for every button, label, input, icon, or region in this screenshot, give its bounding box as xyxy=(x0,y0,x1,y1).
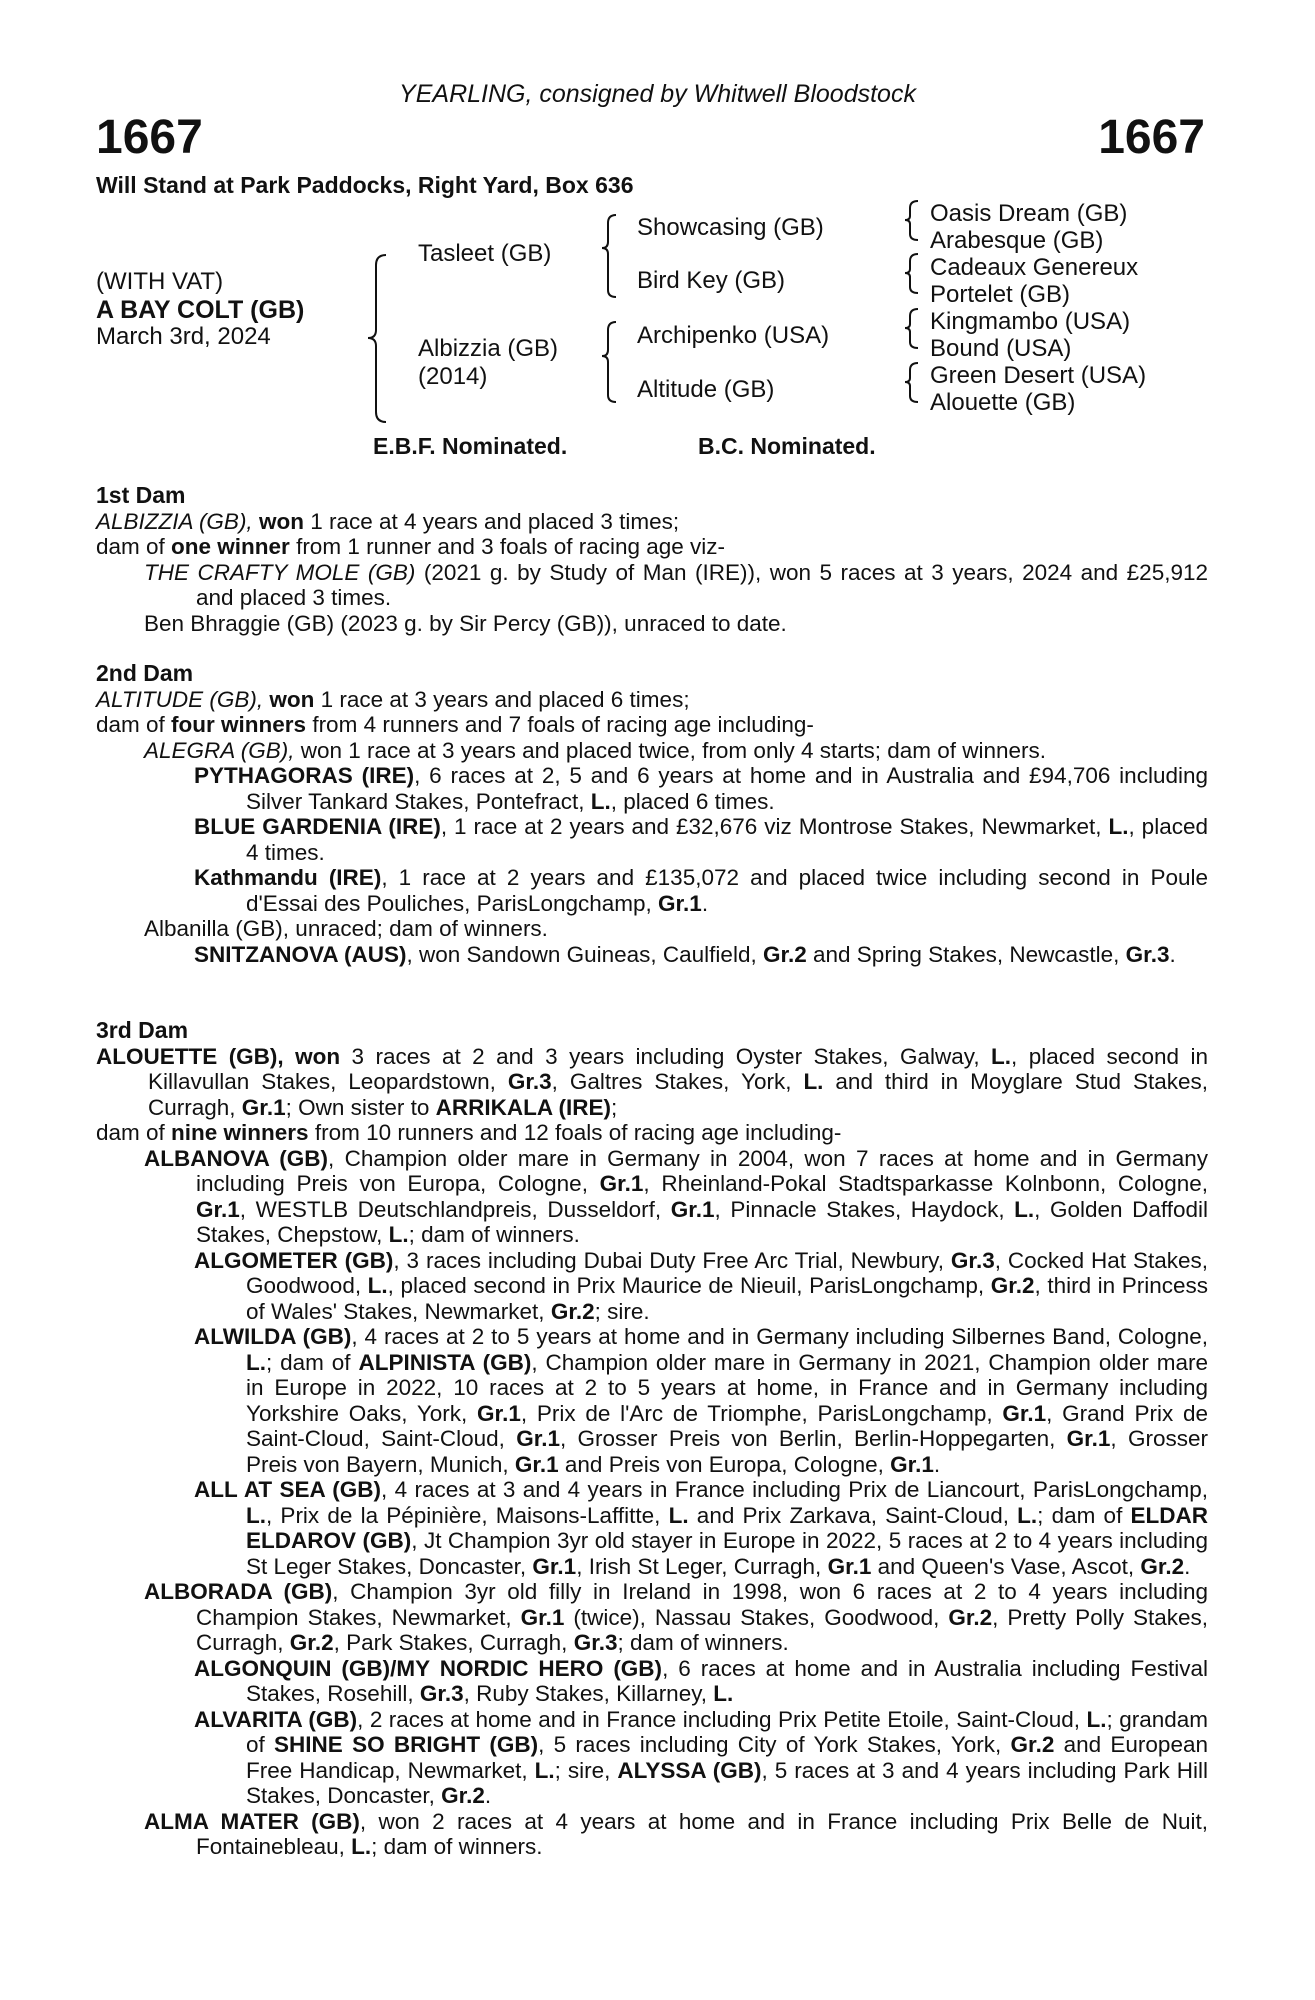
offspring-name: Kathmandu (IRE) xyxy=(194,865,382,890)
pedigree-g5: Kingmambo (USA) xyxy=(930,308,1131,335)
offspring-text: , Champion older mare in Germany in 2004, won 7 races at home and in Germany including Preis von Europa, Cologne, xyxy=(196,1145,1208,1196)
offspring-text: , 3 races including Dubai Duty Free Arc Trial, Newbury, xyxy=(393,1247,951,1273)
record-text: ; xyxy=(611,1094,618,1120)
offspring-name: ALMA MATER (GB) xyxy=(144,1808,360,1834)
bracket-dam xyxy=(602,322,616,402)
second-dam-record-text: 1 race at 3 years and placed 6 times; xyxy=(314,686,690,712)
grade-label: Gr.3 xyxy=(419,1681,464,1706)
offspring-text: , Grosser Preis von Berlin, Berlin-Hoppegarten, xyxy=(559,1426,1067,1451)
offspring-text: , 4 races at 3 and 4 years in France including Prix de Liancourt, ParisLongchamp, xyxy=(381,1477,1208,1502)
pedigree-sire-dam: Bird Key (GB) xyxy=(637,267,786,294)
offspring-name: PYTHAGORAS (IRE) xyxy=(194,763,415,788)
pedigree-g4: Portelet (GB) xyxy=(930,281,1071,308)
third-dam-produce-line xyxy=(96,1120,1208,1146)
offspring-text: , Golden Daffodil Stakes, Chepstow, xyxy=(196,1196,1208,1247)
first-dam-offspring-1 xyxy=(96,560,1208,611)
second-dam-heading: 2nd Dam xyxy=(96,660,194,686)
offspring-name: ELDAR ELDAROV (GB) xyxy=(246,1502,1209,1553)
offspring-name: ALEGRA (GB), xyxy=(144,737,295,763)
grade-label: Gr.3 xyxy=(573,1630,618,1655)
winners-count: one winner xyxy=(171,534,290,559)
offspring-name: ALGOMETER (GB) xyxy=(194,1247,394,1273)
offspring-text: (twice), Nassau Stakes, Goodwood, xyxy=(564,1604,949,1630)
offspring-text: . xyxy=(1184,1553,1191,1579)
foals-text: from 1 runner and 3 foals of racing age viz- xyxy=(289,534,726,559)
grade-label: L. xyxy=(367,1273,388,1298)
offspring-name: ALWILDA (GB) xyxy=(194,1324,352,1349)
first-dam-offspring-2 xyxy=(96,611,1208,637)
pedigree-dam-dam: Altitude (GB) xyxy=(637,376,775,403)
offspring-text: , 1 race at 2 years and £32,676 viz Montrose Stakes, Newmarket, xyxy=(440,814,1109,839)
offspring-text: . xyxy=(701,890,709,916)
offspring-text: ; grandam of xyxy=(246,1706,1209,1757)
pedigree-g6: Bound (USA) xyxy=(930,335,1072,362)
offspring-text: ; dam of winners. xyxy=(408,1222,580,1247)
offspring-text: , Champion 3yr old filly in Ireland in 1998, won 6 races at 2 to 4 years including Champion Stakes, Newmarket, xyxy=(196,1579,1209,1630)
dam-of-text: dam of xyxy=(96,1120,172,1145)
grade-label: Gr.2 xyxy=(1140,1553,1185,1579)
grade-label: Gr.1 xyxy=(1066,1426,1111,1451)
alborada-entry xyxy=(96,1579,1208,1656)
all-at-sea-entry xyxy=(96,1477,1208,1579)
grade-label: Gr.2 xyxy=(289,1630,334,1655)
offspring-text: won 1 race at 3 years and placed twice, from only 4 starts; dam of winners. xyxy=(294,737,1047,763)
offspring-name: SHINE SO BRIGHT (GB) xyxy=(274,1732,539,1757)
offspring-text: , 5 races including City of York Stakes, York, xyxy=(538,1732,1011,1757)
offspring-text: and Queen's Vase, Ascot, xyxy=(871,1553,1141,1579)
grade-label: L. xyxy=(1108,814,1129,839)
stabling-location: Will Stand at Park Paddocks, Right Yard, Box 636 xyxy=(96,172,634,198)
offspring-text: , WESTLB Deutschlandpreis, Dusseldorf, xyxy=(239,1196,671,1222)
grade-label: Gr.2 xyxy=(990,1273,1035,1298)
grade-label: Gr.3 xyxy=(507,1069,552,1094)
third-dam-section xyxy=(96,1018,1208,1860)
offspring-text: . xyxy=(484,1783,492,1808)
offspring-text: , Park Stakes, Curragh, xyxy=(333,1630,574,1655)
grade-label: Gr.1 xyxy=(241,1094,286,1120)
blue-gardenia-entry xyxy=(96,814,1208,865)
grade-label: Gr.2 xyxy=(550,1298,595,1324)
albanilla-entry xyxy=(96,916,1208,942)
grade-label: Gr.1 xyxy=(670,1196,715,1222)
third-dam-name: ALOUETTE (GB), won xyxy=(96,1043,341,1069)
offspring-text: , placed second in Prix Maurice de Nieuil, ParisLongchamp, xyxy=(387,1273,991,1298)
first-dam-produce-line xyxy=(96,534,1208,560)
grade-label: Gr.1 xyxy=(658,890,702,916)
grade-label: Gr.3 xyxy=(950,1247,995,1273)
foals-text: from 10 runners and 12 foals of racing age including- xyxy=(308,1120,842,1145)
offspring-text: , Grand Prix de Saint-Cloud, Saint-Cloud, xyxy=(246,1400,1208,1451)
offspring-text: . xyxy=(933,1451,941,1477)
lot-number-left: 1667 xyxy=(96,111,203,164)
offspring-name: ALVARITA (GB) xyxy=(194,1706,358,1732)
grade-label: L. xyxy=(351,1834,372,1859)
offspring-name: THE CRAFTY MOLE (GB) xyxy=(144,559,416,585)
grade-label: Gr.1 xyxy=(516,1426,560,1451)
foaling-date: March 3rd, 2024 xyxy=(96,323,271,350)
record-text: , placed second in Killavullan Stakes, Leopardstown, xyxy=(148,1043,1208,1094)
ebf-nomination: E.B.F. Nominated. xyxy=(373,433,568,459)
offspring-text: , 6 races at home and in Australia including Festival Stakes, Rosehill, xyxy=(246,1655,1208,1706)
offspring-text: , 4 races at 2 to 5 years at home and in Germany including Silbernes Band, Cologne, xyxy=(351,1324,1208,1349)
offspring-text: , placed 4 times. xyxy=(246,814,1208,865)
bc-nomination: B.C. Nominated. xyxy=(698,433,876,459)
offspring-text: and Spring Stakes, Newcastle, xyxy=(806,941,1126,967)
offspring-text: , Prix de la Pépinière, Maisons-Laffitte, xyxy=(266,1502,669,1528)
offspring-name: SNITZANOVA (AUS) xyxy=(194,941,407,967)
offspring-text: , Cocked Hat Stakes, Goodwood, xyxy=(246,1247,1208,1298)
dam-of-text: dam of xyxy=(96,712,172,737)
offspring-text: (2021 g. by Study of Man (IRE)), won 5 races at 3 years, 2024 and £25,912 and placed 3 times. xyxy=(196,559,1209,610)
bracket-g2 xyxy=(905,254,918,293)
offspring-text: , Rheinland-Pokal Stadtsparkasse Kolnbonn, Cologne, xyxy=(643,1171,1208,1196)
third-dam-record xyxy=(96,1044,1208,1121)
offspring-name: ALYSSA (GB) xyxy=(617,1757,762,1783)
second-dam-section xyxy=(96,661,1208,967)
foals-text: from 4 runners and 7 foals of racing age including- xyxy=(306,712,814,737)
record-text: 3 races at 2 and 3 years including Oyster Stakes, Galway, xyxy=(340,1043,992,1069)
grade-label: Gr.1 xyxy=(599,1171,644,1196)
bracket-sire xyxy=(602,215,616,297)
grade-label: Gr.1 xyxy=(520,1604,565,1630)
grade-label: Gr.2 xyxy=(948,1604,993,1630)
first-dam-section xyxy=(96,483,1208,636)
pythagoras-entry xyxy=(96,763,1208,814)
offspring-text: , won 2 races at 4 years at home and in France including Prix Belle de Nuit, Fontainebleau, xyxy=(196,1808,1208,1859)
grade-label: Gr.2 xyxy=(441,1783,485,1808)
offspring-text: , 2 races at home and in France including Prix Petite Etoile, Saint-Cloud, xyxy=(357,1706,1087,1732)
second-dam-name: ALTITUDE (GB), xyxy=(96,686,264,712)
bracket-g1 xyxy=(905,201,918,240)
offspring-name: BLUE GARDENIA (IRE) xyxy=(194,814,441,839)
first-dam-name: ALBIZZIA (GB), xyxy=(96,508,253,534)
grade-label: L. xyxy=(534,1757,555,1783)
offspring-text: , placed 6 times. xyxy=(610,788,775,814)
grade-label: L. xyxy=(590,788,611,814)
pedigree-dam-sire: Archipenko (USA) xyxy=(637,322,830,349)
grade-label: Gr.1 xyxy=(890,1451,934,1477)
pedigree-g2: Arabesque (GB) xyxy=(930,227,1104,254)
grade-label: L. xyxy=(246,1349,266,1375)
grade-label: L. xyxy=(388,1222,409,1247)
winners-count: four winners xyxy=(171,712,307,737)
pedigree-dam: Albizzia (GB) xyxy=(418,335,559,362)
offspring-text: Ben Bhraggie (GB) (2023 g. by Sir Percy (GB)), unraced to date. xyxy=(144,610,787,636)
second-dam-record xyxy=(96,687,1208,713)
grade-label: L. xyxy=(713,1681,734,1706)
pedigree-sire: Tasleet (GB) xyxy=(418,240,552,267)
snitzanova-entry xyxy=(96,942,1208,968)
alegra-entry xyxy=(96,738,1208,764)
offspring-text: , won Sandown Guineas, Caulfield, xyxy=(406,941,763,967)
second-dam-won: won xyxy=(269,686,315,712)
grade-label: Gr.1 xyxy=(196,1196,240,1222)
first-dam-record-text: 1 race at 4 years and placed 3 times; xyxy=(303,508,680,534)
grade-label: L. xyxy=(668,1502,689,1528)
alma-mater-entry xyxy=(96,1809,1208,1860)
offspring-text: , Champion older mare in Germany in 2021, Champion older mare in Europe in 2022, 10 races at 2 to 5 years at home, in France and in Germany including Yorkshire Oaks, York, xyxy=(246,1349,1209,1426)
offspring-text: , third in Princess of Wales' Stakes, Newmarket, xyxy=(246,1273,1209,1324)
grade-label: Gr.1 xyxy=(1002,1400,1047,1426)
albanova-entry xyxy=(96,1146,1208,1248)
offspring-text: and Preis von Europa, Cologne, xyxy=(558,1451,891,1477)
offspring-text: , Pinnacle Stakes, Haydock, xyxy=(714,1196,1015,1222)
offspring-text: , Irish St Leger, Curragh, xyxy=(576,1553,828,1579)
offspring-name: ALL AT SEA (GB) xyxy=(194,1477,382,1502)
horse-name: A BAY COLT (GB) xyxy=(96,296,305,324)
offspring-text: and Prix Zarkava, Saint-Cloud, xyxy=(688,1502,1018,1528)
grade-label: Gr.1 xyxy=(477,1400,521,1426)
sister-name: ARRIKALA (IRE) xyxy=(435,1094,612,1120)
grade-label: Gr.1 xyxy=(827,1553,872,1579)
bracket-g3 xyxy=(905,309,918,348)
pedigree-g3: Cadeaux Genereux xyxy=(930,254,1139,281)
grade-label: Gr.1 xyxy=(514,1451,559,1477)
offspring-text: , 5 races at 3 and 4 years including Park Hill Stakes, Doncaster, xyxy=(246,1757,1208,1808)
pedigree-g7: Green Desert (USA) xyxy=(930,362,1147,389)
record-text: ; Own sister to xyxy=(285,1094,436,1120)
grade-label: L. xyxy=(246,1502,266,1528)
second-dam-produce-line xyxy=(96,712,1208,738)
grade-label: Gr.2 xyxy=(762,941,807,967)
grade-label: Gr.3 xyxy=(1125,941,1170,967)
bracket-g4 xyxy=(905,363,918,402)
algometer-entry xyxy=(96,1248,1208,1325)
offspring-text: ; sire, xyxy=(554,1757,618,1783)
offspring-text: ; dam of winners. xyxy=(371,1834,543,1859)
bracket-parents xyxy=(368,255,386,422)
record-text: , Galtres Stakes, York, xyxy=(551,1069,804,1094)
offspring-text: ; dam of winners. xyxy=(617,1630,789,1655)
grade-label: Gr.2 xyxy=(1010,1732,1055,1757)
offspring-name: ALPINISTA (GB) xyxy=(358,1349,532,1375)
offspring-text: ; sire. xyxy=(594,1298,650,1324)
grade-label: L. xyxy=(991,1043,1012,1069)
page-subtitle: YEARLING, consigned by Whitwell Bloodstock xyxy=(399,80,916,108)
dam-of-text: dam of xyxy=(96,534,172,559)
pedigree-g8: Alouette (GB) xyxy=(930,389,1076,416)
pedigree-g1: Oasis Dream (GB) xyxy=(930,200,1128,227)
grade-label: L. xyxy=(1017,1502,1038,1528)
offspring-text: , 1 race at 2 years and £135,072 and placed twice including second in Poule d'Essai des Pouliches, ParisLongchamp, xyxy=(246,865,1208,916)
offspring-text: , Grosser Preis von Bayern, Munich, xyxy=(246,1426,1208,1477)
offspring-text: , 6 races at 2, 5 and 6 years at home and in Australia and £94,706 including Silver Tankard Stakes, Pontefract, xyxy=(246,763,1208,814)
winners-count: nine winners xyxy=(171,1120,309,1145)
grade-label: Gr.1 xyxy=(532,1553,577,1579)
grade-label: L. xyxy=(1014,1196,1035,1222)
offspring-name: ALGONQUIN (GB)/MY NORDIC HERO (GB) xyxy=(194,1655,663,1681)
first-dam-record xyxy=(96,509,1208,535)
offspring-text: , Pretty Polly Stakes, Curragh, xyxy=(196,1604,1208,1655)
first-dam-heading: 1st Dam xyxy=(96,482,186,508)
kathmandu-entry xyxy=(96,865,1208,916)
pedigree-dam-year: (2014) xyxy=(418,363,488,390)
third-dam-heading: 3rd Dam xyxy=(96,1017,189,1043)
offspring-text: , Jt Champion 3yr old stayer in Europe in 2022, 5 races at 2 to 4 years including St Leger Stakes, Doncaster, xyxy=(246,1528,1208,1579)
vat-note: (WITH VAT) xyxy=(96,268,224,295)
offspring-text: , Prix de l'Arc de Triomphe, ParisLongchamp, xyxy=(520,1400,1003,1426)
offspring-name: ALBORADA (GB) xyxy=(144,1579,333,1604)
record-text: and third in Moyglare Stud Stakes, Curragh, xyxy=(148,1069,1208,1120)
offspring-name: ALBANOVA (GB) xyxy=(144,1145,329,1171)
offspring-text: Albanilla (GB), unraced; dam of winners. xyxy=(144,916,548,941)
algonquin-entry xyxy=(96,1656,1208,1707)
offspring-text: , Ruby Stakes, Killarney, xyxy=(463,1681,714,1706)
grade-label: L. xyxy=(1086,1706,1107,1732)
first-dam-won: won xyxy=(258,508,304,534)
pedigree-sire-sire: Showcasing (GB) xyxy=(637,214,824,241)
offspring-text: and European Free Handicap, Newmarket, xyxy=(246,1732,1208,1783)
offspring-text: ; dam of xyxy=(266,1349,359,1375)
alvarita-entry xyxy=(96,1707,1208,1809)
grade-label: L. xyxy=(803,1069,824,1094)
offspring-text: . xyxy=(1169,941,1176,967)
offspring-text: ; dam of xyxy=(1037,1502,1131,1528)
alwilda-entry xyxy=(96,1324,1208,1477)
lot-number-right: 1667 xyxy=(1098,111,1205,164)
